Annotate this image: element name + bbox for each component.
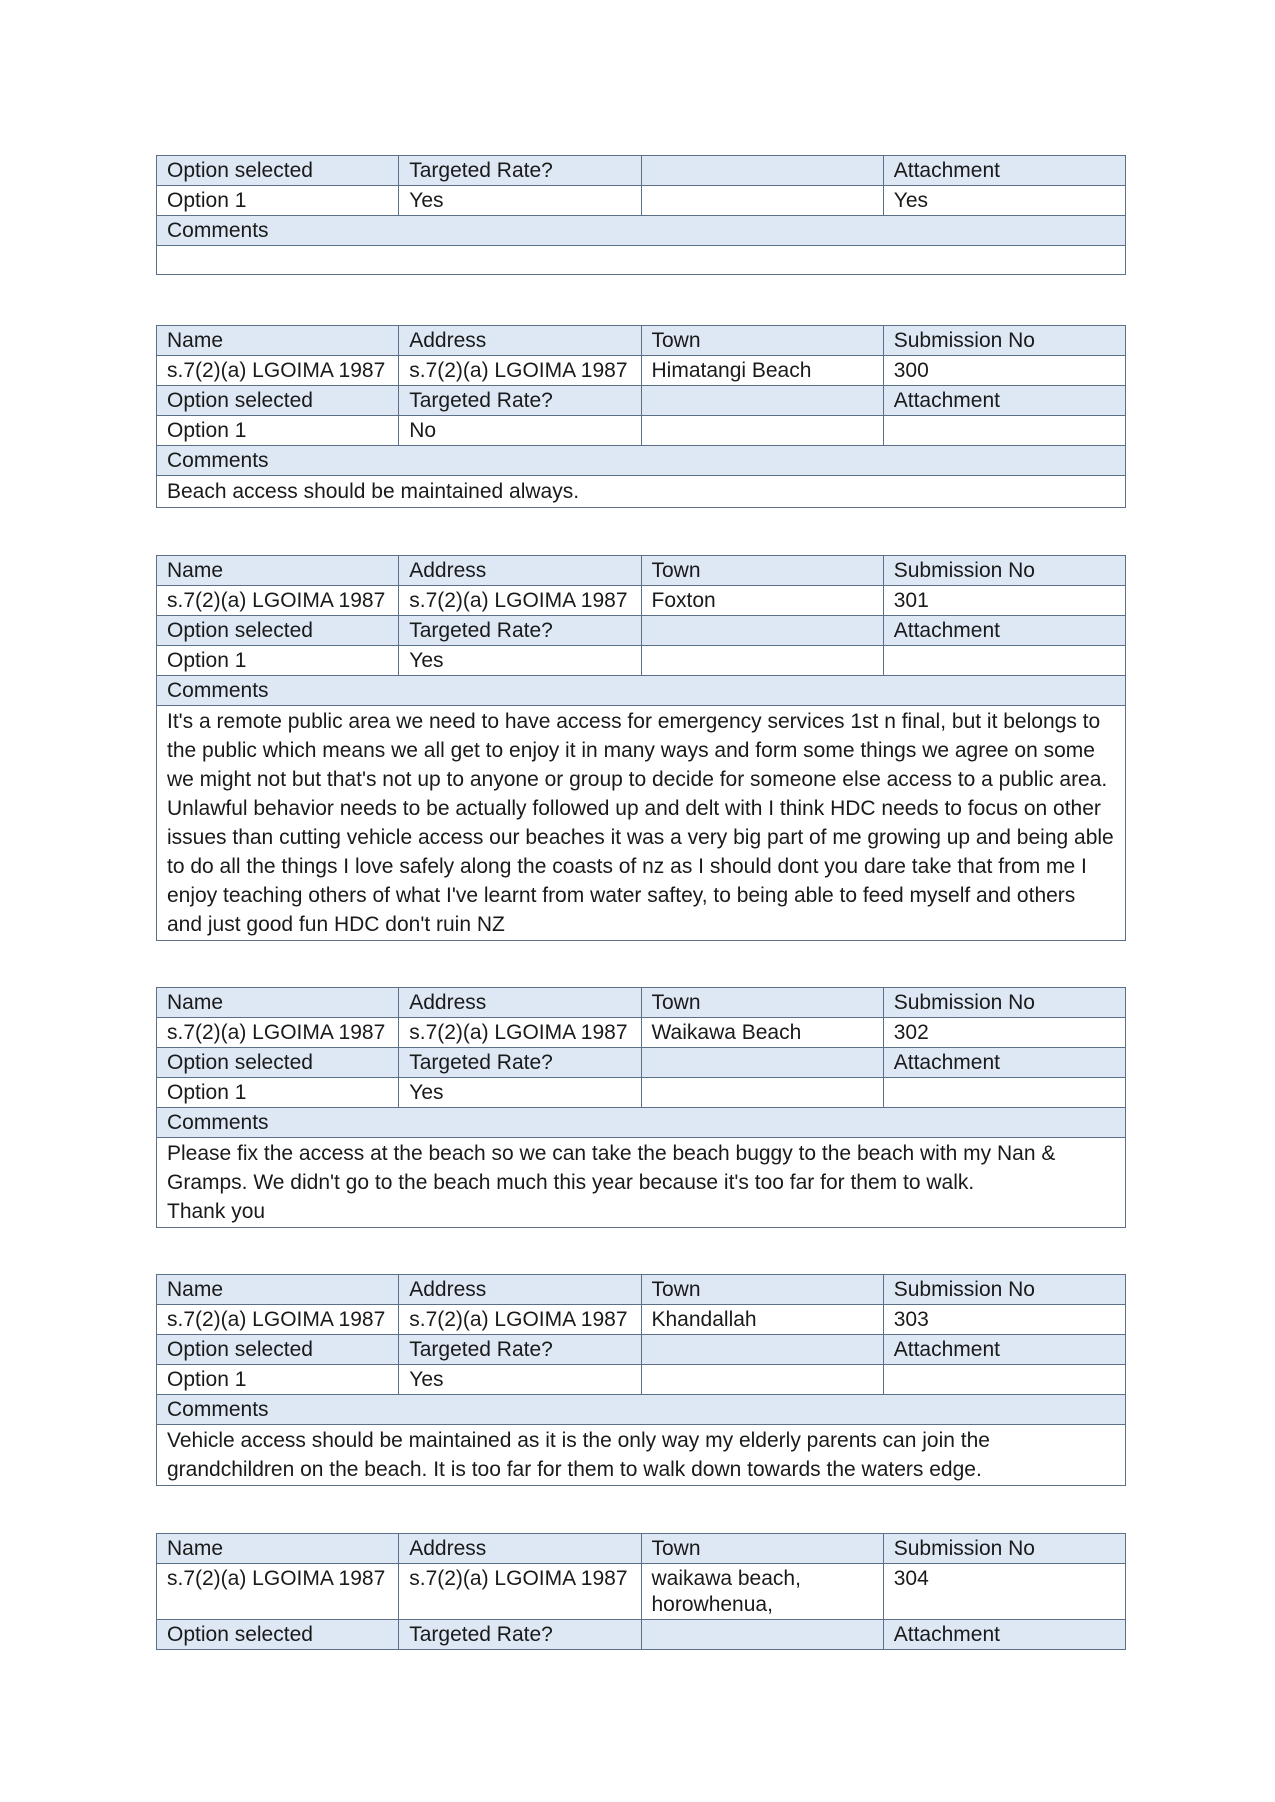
comments-text: Vehicle access should be maintained as it is the only way my elderly parents can join the grandchildren on the beach. It is too far for them to walk down towards the waters edge. [157,1425,1126,1486]
name-label: Name [157,1275,399,1305]
address-value: s.7(2)(a) LGOIMA 1987 [399,356,641,386]
option-header-row [157,1048,1126,1078]
targeted-rate-label: Targeted Rate? [399,1048,641,1078]
empty-cell [641,186,883,216]
identity-header-row [157,556,1126,586]
comments-label: Comments [157,446,1126,476]
comments-row [157,476,1126,508]
option-selected-label: Option selected [157,386,399,416]
option-header-row [157,1620,1126,1650]
address-label: Address [399,556,641,586]
targeted-rate-label: Targeted Rate? [399,386,641,416]
empty-cell [641,616,883,646]
comments-row [157,706,1126,941]
option-selected-value: Option 1 [157,186,399,216]
town-value: Khandallah [641,1305,883,1335]
name-value: s.7(2)(a) LGOIMA 1987 [157,1564,399,1620]
submission-table [156,987,1126,1228]
option-value-row [157,1078,1126,1108]
name-value: s.7(2)(a) LGOIMA 1987 [157,356,399,386]
comment-line: Gramps. We didn't go to the beach much this year because it's too far for them to walk. [167,1171,975,1194]
targeted-rate-label: Targeted Rate? [399,1620,641,1650]
submission-table [156,1533,1126,1650]
identity-header-row [157,326,1126,356]
attachment-value [883,646,1125,676]
submission-no-label: Submission No [883,1534,1125,1564]
name-label: Name [157,988,399,1018]
attachment-value [883,1365,1125,1395]
submission-no-value: 301 [883,586,1125,616]
submission-block-continued [156,155,1126,275]
empty-cell [641,416,883,446]
comments-row [157,246,1126,275]
submission-table [156,325,1126,508]
identity-value-row [157,586,1126,616]
attachment-label: Attachment [883,386,1125,416]
targeted-rate-label: Targeted Rate? [399,1335,641,1365]
comments-header-row [157,676,1126,706]
attachment-label: Attachment [883,156,1125,186]
submission-table [156,1274,1126,1486]
town-value: Waikawa Beach [641,1018,883,1048]
targeted-rate-value: No [399,416,641,446]
address-value: s.7(2)(a) LGOIMA 1987 [399,1305,641,1335]
option-value-row [157,186,1126,216]
option-value-row [157,646,1126,676]
name-value: s.7(2)(a) LGOIMA 1987 [157,586,399,616]
attachment-label: Attachment [883,1048,1125,1078]
town-line: horowhenua, [651,1593,773,1616]
submission-block-300 [156,325,1126,508]
town-label: Town [641,1275,883,1305]
option-selected-label: Option selected [157,156,399,186]
identity-value-row [157,1018,1126,1048]
targeted-rate-label: Targeted Rate? [399,156,641,186]
targeted-rate-label: Targeted Rate? [399,616,641,646]
submission-no-label: Submission No [883,1275,1125,1305]
comments-header-row [157,1395,1126,1425]
comments-label: Comments [157,216,1126,246]
option-selected-value: Option 1 [157,416,399,446]
comment-line: Please fix the access at the beach so we can take the beach buggy to the beach with my Nan & [167,1142,1056,1165]
empty-cell [641,1048,883,1078]
identity-value-row [157,1305,1126,1335]
identity-header-row [157,1275,1126,1305]
attachment-value [883,416,1125,446]
name-label: Name [157,556,399,586]
attachment-value: Yes [883,186,1125,216]
option-selected-value: Option 1 [157,1078,399,1108]
option-value-row [157,1365,1126,1395]
name-label: Name [157,326,399,356]
submission-block-303 [156,1274,1126,1486]
attachment-label: Attachment [883,616,1125,646]
identity-header-row [157,1534,1126,1564]
comments-header-row [157,1108,1126,1138]
targeted-rate-value: Yes [399,1078,641,1108]
option-header-row [157,386,1126,416]
comments-label: Comments [157,1395,1126,1425]
comments-header-row [157,446,1126,476]
comments-header-row [157,216,1126,246]
option-selected-label: Option selected [157,1620,399,1650]
submission-no-value: 302 [883,1018,1125,1048]
submission-no-value: 300 [883,356,1125,386]
empty-cell [641,646,883,676]
address-label: Address [399,988,641,1018]
comments-text [157,246,1126,275]
identity-header-row [157,988,1126,1018]
address-label: Address [399,326,641,356]
comment-line: Thank you [167,1200,266,1223]
option-header-row [157,616,1126,646]
identity-value-row [157,356,1126,386]
town-label: Town [641,556,883,586]
empty-cell [641,1335,883,1365]
option-header-row [157,1335,1126,1365]
comments-text: It's a remote public area we need to have access for emergency services 1st n final, but it belongs to the public which means we all get to enjoy it in many ways and form some things we agree on some we might not but that's not up to anyone or group to decide for someone else access to a public area. Unlawful behavior needs to be actually followed up and delt with I think HDC needs to focus on other issues than cutting vehicle access our beaches it was a very big part of me growing up and being able to do all the things I love safely along the coasts of nz as I should dont you dare take that from me I enjoy teaching others of what I've learnt from water saftey, to being able to feed myself and others and just good fun HDC don't ruin NZ [157,706,1126,941]
address-value: s.7(2)(a) LGOIMA 1987 [399,1018,641,1048]
submission-no-label: Submission No [883,326,1125,356]
option-selected-label: Option selected [157,1335,399,1365]
comments-label: Comments [157,676,1126,706]
town-line: waikawa beach, [651,1567,801,1590]
attachment-value [883,1078,1125,1108]
option-selected-value: Option 1 [157,646,399,676]
option-header-row [157,156,1126,186]
town-value: Himatangi Beach [641,356,883,386]
town-label: Town [641,988,883,1018]
option-selected-label: Option selected [157,616,399,646]
name-value: s.7(2)(a) LGOIMA 1987 [157,1018,399,1048]
address-label: Address [399,1275,641,1305]
submission-table [156,155,1126,275]
option-value-row [157,416,1126,446]
option-selected-label: Option selected [157,1048,399,1078]
identity-value-row [157,1564,1126,1620]
address-value: s.7(2)(a) LGOIMA 1987 [399,1564,641,1620]
address-label: Address [399,1534,641,1564]
name-label: Name [157,1534,399,1564]
targeted-rate-value: Yes [399,1365,641,1395]
empty-cell [641,1365,883,1395]
submission-no-label: Submission No [883,988,1125,1018]
address-value: s.7(2)(a) LGOIMA 1987 [399,586,641,616]
option-selected-value: Option 1 [157,1365,399,1395]
empty-cell [641,156,883,186]
attachment-label: Attachment [883,1620,1125,1650]
town-label: Town [641,1534,883,1564]
targeted-rate-value: Yes [399,186,641,216]
comments-row [157,1425,1126,1486]
empty-cell [641,1620,883,1650]
submission-no-value: 303 [883,1305,1125,1335]
town-label: Town [641,326,883,356]
submission-block-304 [156,1533,1126,1650]
name-value: s.7(2)(a) LGOIMA 1987 [157,1305,399,1335]
comments-text: Beach access should be maintained always. [157,476,1126,508]
submission-block-302 [156,987,1126,1228]
submission-no-label: Submission No [883,556,1125,586]
submission-no-value: 304 [883,1564,1125,1620]
town-value: Foxton [641,586,883,616]
empty-cell [641,1078,883,1108]
submission-block-301 [156,555,1126,941]
targeted-rate-value: Yes [399,646,641,676]
attachment-label: Attachment [883,1335,1125,1365]
empty-cell [641,386,883,416]
submission-table [156,555,1126,941]
town-value [641,1564,883,1620]
comments-label: Comments [157,1108,1126,1138]
comments-row [157,1138,1126,1228]
comments-text [157,1138,1126,1228]
